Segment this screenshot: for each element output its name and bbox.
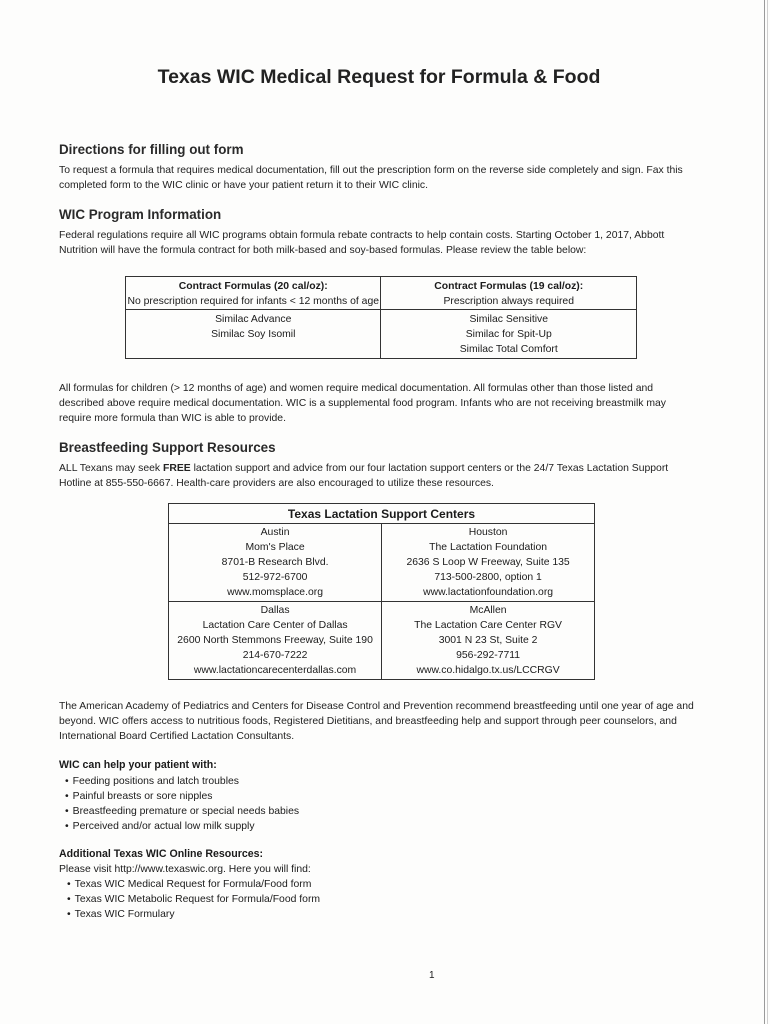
- center-city: McAllen: [469, 605, 507, 616]
- contract-col1-items: [126, 310, 381, 359]
- formula-item: Similac Advance: [215, 314, 292, 325]
- page-number: 1: [429, 970, 435, 981]
- center-address: 3001 N 23 St, Suite 2: [438, 635, 538, 646]
- center-mcallen: [382, 602, 595, 680]
- contract-col2-title: Contract Formulas (19 cal/oz):: [434, 281, 584, 292]
- center-website: www.lactationfoundation.org: [423, 587, 554, 598]
- formula-item: Similac Total Comfort: [459, 344, 558, 355]
- list-item: • Texas WIC Metabolic Request for Formula/Food form: [67, 892, 320, 907]
- center-name: The Lactation Foundation: [429, 542, 547, 553]
- center-name: Lactation Care Center of Dallas: [202, 620, 348, 631]
- list-item: • Breastfeeding premature or special needs babies: [65, 804, 299, 819]
- list-item: • Painful breasts or sore nipples: [65, 789, 299, 804]
- page-title: Texas WIC Medical Request for Formula & Food: [157, 66, 601, 88]
- contract-col2-sub: Prescription always required: [443, 296, 574, 307]
- center-website: www.lactationcarecenterdallas.com: [193, 665, 357, 676]
- center-phone: 512-972-6700: [242, 572, 308, 583]
- breastfeeding-free-text: FREE: [162, 463, 191, 474]
- formulas-note: All formulas for children (> 12 months of age) and women require medical documentation. All formulas other than those listed and described above require medical documentation. WIC is a supplemental food program. Infants who are not receiving breastmilk may require more formula than WIC is able to provide.: [59, 383, 666, 424]
- center-city: Houston: [468, 527, 508, 538]
- breastfeeding-heading: Breastfeeding Support Resources: [59, 440, 276, 455]
- center-phone: 713-500-2800, option 1: [434, 572, 542, 583]
- contract-formulas-table: [125, 276, 637, 359]
- center-austin: [169, 524, 382, 602]
- formula-item: Similac Soy Isomil: [211, 329, 296, 340]
- breastfeeding-text-part1: ALL Texans may seek: [59, 463, 163, 474]
- directions-text: To request a formula that requires medical documentation, fill out the prescription form on the reverse side completely and sign. Fax this completed form to the WIC clinic or have your patient return it to their WIC clinic.: [59, 165, 683, 191]
- help-list: [65, 774, 299, 834]
- center-name: The Lactation Care Center RGV: [414, 620, 562, 631]
- breastfeeding-text: [59, 461, 699, 491]
- center-phone: 956-292-7711: [456, 650, 521, 661]
- center-address: 2600 North Stemmons Freeway, Suite 190: [177, 635, 373, 646]
- lactation-centers-table: [168, 503, 595, 680]
- lactation-table-title: Texas Lactation Support Centers: [169, 504, 595, 524]
- program-info-text: Federal regulations require all WIC programs obtain formula rebate contracts to help contain costs. Starting October 1, 2017, Abbott Nutrition will have the formula contract for both milk-based and soy-based formulas. Please review the table below:: [59, 230, 665, 256]
- program-info-heading: WIC Program Information: [59, 207, 222, 222]
- list-item: • Perceived and/or actual low milk supply: [65, 819, 299, 834]
- directions-heading: Directions for filling out form: [59, 142, 244, 157]
- help-list-heading: WIC can help your patient with:: [59, 759, 217, 771]
- page-edge: [764, 0, 765, 1024]
- contract-header-20cal: [126, 277, 381, 310]
- page-edge-outer: [767, 0, 768, 1024]
- online-resources-heading: Additional Texas WIC Online Resources:: [59, 848, 264, 860]
- breastfeeding-text-part2: lactation support and advice from our four lactation support centers or the 24/7 Texas Lactation Support Hotline at 855-550-6667. Health-care providers are also encouraged to utilize these resources.: [59, 463, 669, 489]
- center-dallas: [169, 602, 382, 680]
- center-name: Mom's Place: [245, 542, 305, 553]
- contract-col2-items: [381, 310, 637, 359]
- aap-recommendation-text: The American Academy of Pediatrics and Centers for Disease Control and Prevention recommend breastfeeding until one year of age and beyond. WIC offers access to nutritious foods, Registered Dietitians, and breastfeeding help and support through peer counselors, and International Board Certified Lactation Consultants.: [59, 701, 694, 742]
- list-item: • Texas WIC Formulary: [67, 907, 320, 922]
- formula-item: Similac for Spit-Up: [465, 329, 552, 340]
- formula-item: Similac Sensitive: [469, 314, 549, 325]
- contract-header-19cal: [381, 277, 637, 310]
- center-address: 2636 S Loop W Freeway, Suite 135: [406, 557, 570, 568]
- list-item: • Texas WIC Medical Request for Formula/Food form: [67, 877, 320, 892]
- center-houston: [382, 524, 595, 602]
- center-phone: 214-670-7222: [242, 650, 308, 661]
- list-item: • Feeding positions and latch troubles: [65, 774, 299, 789]
- online-resources-list: [67, 877, 320, 922]
- center-website: www.momsplace.org: [227, 587, 323, 598]
- contract-col1-sub: No prescription required for infants < 12 months of age: [127, 296, 380, 307]
- center-website: www.co.hidalgo.tx.us/LCCRGV: [416, 665, 560, 676]
- center-city: Austin: [260, 527, 290, 538]
- center-city: Dallas: [260, 605, 290, 616]
- contract-col1-title: Contract Formulas (20 cal/oz):: [178, 281, 328, 292]
- center-address: 8701-B Research Blvd.: [221, 557, 329, 568]
- online-resources-intro: Please visit http://www.texaswic.org. Here you will find:: [59, 864, 311, 875]
